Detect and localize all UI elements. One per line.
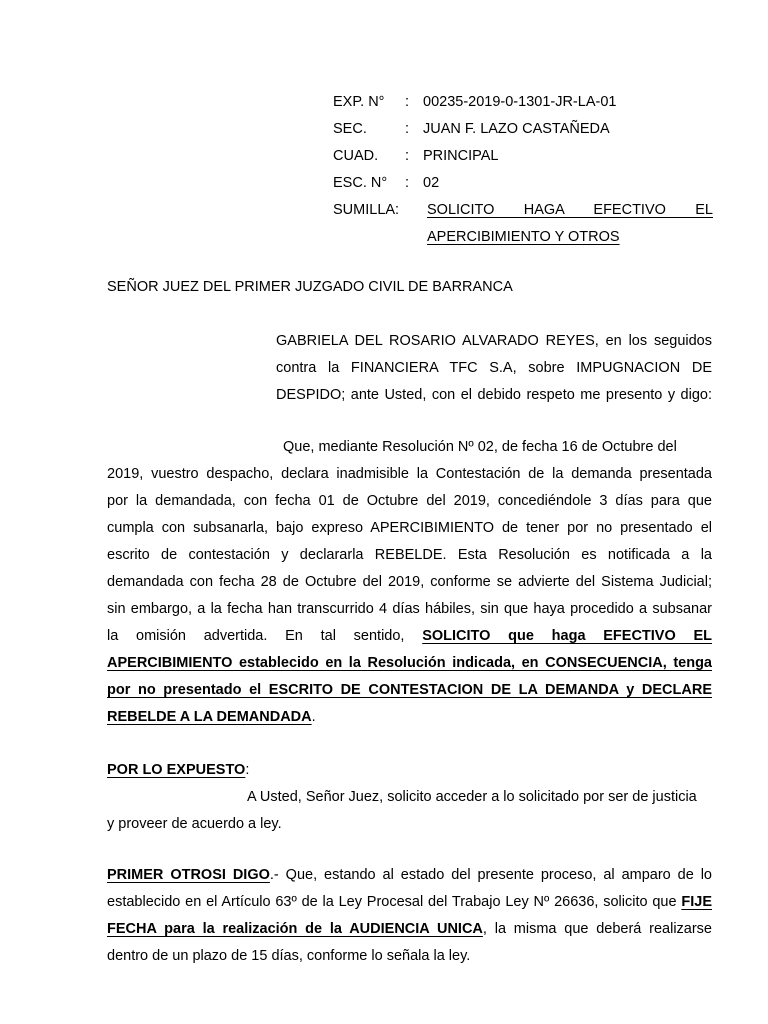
esc-value: 02 xyxy=(423,175,440,191)
sumilla-label: SUMILLA: xyxy=(333,202,400,218)
esc-label: ESC. N° xyxy=(333,175,388,191)
cuad-value: PRINCIPAL xyxy=(423,148,499,164)
otrosi-line-3-rest: , la misma que deberá realizarse xyxy=(482,921,712,937)
sec-label: SEC. xyxy=(333,121,367,137)
primer-otrosi xyxy=(107,862,712,970)
sec-row xyxy=(333,116,713,143)
otrosi-line-2-bold: FIJE xyxy=(681,894,712,910)
otrosi-heading: PRIMER OTROSI DIGO xyxy=(107,867,270,883)
para-line-2: 2019, vuestro despacho, declara inadmisible la Contestación de la demanda presentada xyxy=(107,466,712,482)
para-line-8-bold: SOLICITO que haga EFECTIVO EL xyxy=(422,628,712,644)
para-line-11-end: . xyxy=(311,709,316,725)
exp-value: 00235-2019-0-1301-JR-LA-01 xyxy=(423,94,617,110)
para-line-11 xyxy=(107,704,712,731)
sumilla-line-2-text: APERCIBIMIENTO Y OTROS xyxy=(427,229,620,245)
esc-colon: : xyxy=(405,175,410,191)
exp-row xyxy=(333,89,713,116)
por-lo-expuesto-heading: POR LO EXPUESTO xyxy=(107,762,246,778)
intro-line-1: GABRIELA DEL ROSARIO ALVARADO REYES, en los seguidos xyxy=(276,333,712,349)
exp-colon: : xyxy=(405,94,410,110)
exp-label: EXP. N° xyxy=(333,94,385,110)
para-line-8 xyxy=(107,623,712,650)
sumilla-line-1: SOLICITO HAGA EFECTIVO EL xyxy=(427,202,713,218)
otrosi-line-2 xyxy=(107,889,712,916)
case-header xyxy=(333,89,713,245)
otrosi-line-1 xyxy=(107,862,712,889)
otrosi-line-3-bold: FECHA para la realización de la AUDIENCIA UNICA xyxy=(107,921,483,937)
para-line-11-bold: REBELDE A LA DEMANDADA xyxy=(107,709,312,725)
para-line-1-text: Que, mediante Resolución Nº 02, de fecha 16 de Octubre del xyxy=(283,439,677,455)
para-line-6: demandada con fecha 28 de Octubre del 2019, conforme se advierte del Sistema Judicial; xyxy=(107,574,712,590)
por-lo-expuesto-colon: : xyxy=(245,762,250,778)
intro-paragraph xyxy=(276,328,712,409)
para-line-1 xyxy=(107,434,712,461)
porlo-line-1-text: A Usted, Señor Juez, solicito acceder a lo solicitado por ser de justicia xyxy=(247,789,697,805)
otrosi-line-3 xyxy=(107,916,712,943)
intro-line-3: DESPIDO; ante Usted, con el debido respeto me presento y digo: xyxy=(276,387,712,403)
para-line-9: APERCIBIMIENTO establecido en la Resolución indicada, en CONSECUENCIA, tenga xyxy=(107,655,712,671)
para-line-10: por no presentado el ESCRITO DE CONTESTACION DE LA DEMANDA y DECLARE xyxy=(107,682,712,698)
sumilla-line-2 xyxy=(427,224,713,251)
para-line-5: escrito de contestación y declararla REBELDE. Esta Resolución es notificada a la xyxy=(107,547,712,563)
otrosi-line-1-rest: .- Que, estando al estado del presente proceso, al amparo de lo xyxy=(269,867,712,883)
main-paragraph xyxy=(107,434,712,731)
para-line-3: por la demandada, con fecha 01 de Octubre del 2019, concediéndole 3 días para que xyxy=(107,493,712,509)
por-lo-expuesto-body xyxy=(107,784,712,838)
otrosi-line-2-plain: establecido en el Artículo 63º de la Ley Procesal del Trabajo Ley Nº 26636, solicito que xyxy=(107,894,677,910)
para-line-8-plain: la omisión advertida. En tal sentido, xyxy=(107,628,405,644)
otrosi-line-4: dentro de un plazo de 15 días, conforme lo señala la ley. xyxy=(107,948,471,964)
porlo-line-2: y proveer de acuerdo a ley. xyxy=(107,816,282,832)
cuad-row xyxy=(333,143,713,170)
por-lo-expuesto xyxy=(107,757,712,784)
judge-address: SEÑOR JUEZ DEL PRIMER JUZGADO CIVIL DE BARRANCA xyxy=(107,279,513,295)
sec-colon: : xyxy=(405,121,410,137)
intro-line-2: contra la FINANCIERA TFC S.A, sobre IMPUGNACION DE xyxy=(276,360,712,376)
esc-row xyxy=(333,170,713,197)
para-line-4: cumpla con subsanarla, bajo expreso APERCIBIMIENTO de tener por no presentado el xyxy=(107,520,712,536)
cuad-label: CUAD. xyxy=(333,148,379,164)
sec-value: JUAN F. LAZO CASTAÑEDA xyxy=(423,121,610,137)
porlo-line-1 xyxy=(107,784,712,811)
para-line-7: sin embargo, a la fecha han transcurrido 4 días hábiles, sin que haya procedido a subsanar xyxy=(107,601,712,617)
sumilla-text xyxy=(427,197,713,251)
cuad-colon: : xyxy=(405,148,410,164)
